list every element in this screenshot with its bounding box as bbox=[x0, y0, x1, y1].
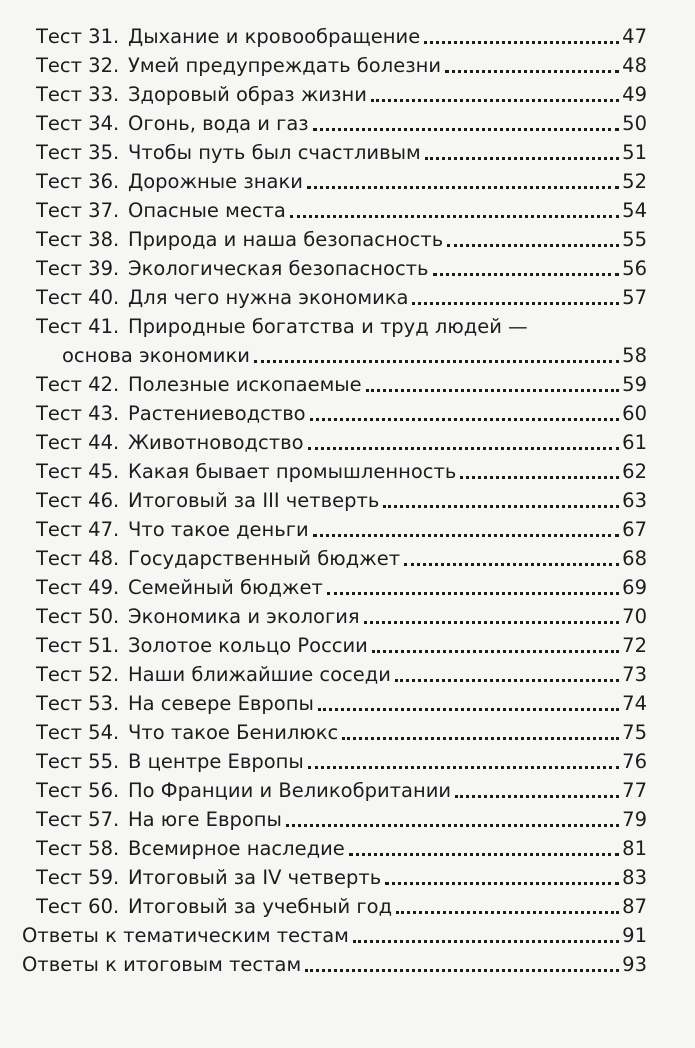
toc-entry-page: 63 bbox=[622, 489, 647, 512]
toc-entry-page: 59 bbox=[622, 373, 647, 396]
toc-entry-label: Тест 32. bbox=[36, 54, 120, 77]
toc-entry-test-52 bbox=[22, 660, 647, 689]
dot-leader bbox=[455, 795, 619, 798]
toc-entry-title: Всемирное наследие bbox=[128, 837, 345, 860]
toc-entry-test-60 bbox=[22, 892, 647, 921]
toc-entry-label: Тест 47. bbox=[36, 518, 120, 541]
toc-entry-title: Экономика и экология bbox=[128, 605, 360, 628]
dot-leader bbox=[372, 650, 619, 653]
toc-entry-page: 83 bbox=[622, 866, 647, 889]
toc-entry-label: Тест 59. bbox=[36, 866, 120, 889]
dot-leader bbox=[310, 418, 620, 421]
toc-entry-title: В центре Европы bbox=[128, 750, 304, 773]
dot-leader bbox=[395, 679, 619, 682]
toc-entry-page: 70 bbox=[622, 605, 647, 628]
toc-entry-title: Итоговый за III четверть bbox=[128, 489, 380, 512]
toc-entry-title: На севере Европы bbox=[128, 692, 314, 715]
toc-entry-title: Ответы к итоговым тестам bbox=[22, 953, 302, 976]
toc-entry-page: 47 bbox=[622, 25, 647, 48]
dot-leader bbox=[445, 70, 619, 73]
toc-entry-page: 49 bbox=[622, 83, 647, 106]
toc-entry-label: Тест 44. bbox=[36, 431, 120, 454]
toc-entry-label: Тест 60. bbox=[36, 895, 120, 918]
dot-leader bbox=[342, 737, 619, 740]
dot-leader bbox=[308, 766, 619, 769]
toc-entry-title: Итоговый за IV четверть bbox=[128, 866, 382, 889]
toc-entry-test-48 bbox=[22, 544, 647, 573]
toc-entry-page: 87 bbox=[622, 895, 647, 918]
toc-entry-page: 52 bbox=[622, 170, 647, 193]
toc-entry-label: Тест 56. bbox=[36, 779, 120, 802]
dot-leader bbox=[385, 882, 619, 885]
toc-entry-label: Тест 52. bbox=[36, 663, 120, 686]
dot-leader bbox=[424, 41, 619, 44]
toc-entry-test-38 bbox=[22, 225, 647, 254]
toc-entry-page: 68 bbox=[622, 547, 647, 570]
toc-entry-title: Чтобы путь был счастливым bbox=[128, 141, 421, 164]
toc-entry-title: Какая бывает промышленность bbox=[128, 460, 457, 483]
dot-leader bbox=[313, 534, 619, 537]
toc-entry-title: Умей предупреждать болезни bbox=[128, 54, 441, 77]
toc-entry-test-59 bbox=[22, 863, 647, 892]
toc-entry-page: 57 bbox=[622, 286, 647, 309]
dot-leader bbox=[349, 853, 619, 856]
dot-leader bbox=[308, 447, 620, 450]
toc-entry-test-34 bbox=[22, 109, 647, 138]
dot-leader bbox=[366, 389, 620, 392]
toc-entry-title: Опасные места bbox=[128, 199, 286, 222]
toc-entry-title-continuation: основа экономики bbox=[62, 344, 250, 367]
dot-leader bbox=[318, 708, 619, 711]
toc-entry-label: Тест 46. bbox=[36, 489, 120, 512]
toc-entry-title: Дыхание и кровообращение bbox=[128, 25, 421, 48]
toc-entry-test-54 bbox=[22, 718, 647, 747]
toc-entry-label: Тест 38. bbox=[36, 228, 120, 251]
dot-leader bbox=[313, 128, 620, 131]
toc-entry-label: Тест 42. bbox=[36, 373, 120, 396]
toc-entry-title: Полезные ископаемые bbox=[128, 373, 362, 396]
toc-entry-page: 74 bbox=[622, 692, 647, 715]
toc-entry-title: Государственный бюджет bbox=[128, 547, 401, 570]
toc-entry-test-56 bbox=[22, 776, 647, 805]
toc-entry-title: Экологическая безопасность bbox=[128, 257, 429, 280]
dot-leader bbox=[447, 244, 619, 247]
toc-entry-test-39 bbox=[22, 254, 647, 283]
toc-entry-page: 79 bbox=[622, 808, 647, 831]
toc-entry-test-33 bbox=[22, 80, 647, 109]
toc-entry-title: Природные богатства и труд людей — bbox=[128, 315, 528, 338]
toc-entry-label: Тест 35. bbox=[36, 141, 120, 164]
toc-entry-test-57 bbox=[22, 805, 647, 834]
toc-entry-title: Дорожные знаки bbox=[128, 170, 303, 193]
toc-entry-page: 50 bbox=[622, 112, 647, 135]
toc-entry-page: 72 bbox=[622, 634, 647, 657]
toc-entry-label: Тест 37. bbox=[36, 199, 120, 222]
toc-entry-test-47 bbox=[22, 515, 647, 544]
toc-entry-page: 67 bbox=[622, 518, 647, 541]
toc-entry-test-31 bbox=[22, 22, 647, 51]
toc-entry-label: Тест 33. bbox=[36, 83, 120, 106]
toc-entry-test-42 bbox=[22, 370, 647, 399]
dot-leader bbox=[353, 940, 619, 943]
toc-entry-title: Золотое кольцо России bbox=[128, 634, 368, 657]
toc-entry-page: 73 bbox=[622, 663, 647, 686]
toc-entry-label: Тест 39. bbox=[36, 257, 120, 280]
toc-entry-page: 81 bbox=[622, 837, 647, 860]
toc-entry-first-line bbox=[22, 312, 647, 341]
toc-entry-label: Тест 51. bbox=[36, 634, 120, 657]
toc-entry-page: 91 bbox=[622, 924, 647, 947]
toc-entry-test-50 bbox=[22, 602, 647, 631]
table-of-contents bbox=[22, 22, 647, 979]
toc-entry-test-46 bbox=[22, 486, 647, 515]
dot-leader bbox=[286, 824, 619, 827]
toc-entry-page: 54 bbox=[622, 199, 647, 222]
toc-entry-title: Ответы к тематическим тестам bbox=[22, 924, 349, 947]
toc-entry-label: Тест 50. bbox=[36, 605, 120, 628]
toc-entry-title: Здоровый образ жизни bbox=[128, 83, 367, 106]
toc-entry-page: 60 bbox=[622, 402, 647, 425]
toc-entry-label: Тест 58. bbox=[36, 837, 120, 860]
dot-leader bbox=[383, 505, 619, 508]
toc-entry-page: 56 bbox=[622, 257, 647, 280]
toc-entry-answers-thematic bbox=[22, 921, 647, 950]
toc-entry-title: Что такое деньги bbox=[128, 518, 309, 541]
dot-leader bbox=[290, 215, 619, 218]
toc-entry-title: Природа и наша безопасность bbox=[128, 228, 444, 251]
dot-leader bbox=[371, 99, 619, 102]
toc-entry-label: Тест 49. bbox=[36, 576, 120, 599]
dot-leader bbox=[327, 592, 619, 595]
toc-entry-test-45 bbox=[22, 457, 647, 486]
dot-leader bbox=[425, 157, 619, 160]
toc-entry-test-53 bbox=[22, 689, 647, 718]
toc-entry-page: 62 bbox=[622, 460, 647, 483]
toc-entry-page: 48 bbox=[622, 54, 647, 77]
toc-entry-test-49 bbox=[22, 573, 647, 602]
toc-entry-label: Тест 36. bbox=[36, 170, 120, 193]
dot-leader bbox=[307, 186, 619, 189]
toc-entry-test-51 bbox=[22, 631, 647, 660]
toc-entry-page: 77 bbox=[622, 779, 647, 802]
toc-entry-page: 51 bbox=[622, 141, 647, 164]
toc-entry-label: Тест 41. bbox=[36, 315, 120, 338]
toc-entry-label: Тест 57. bbox=[36, 808, 120, 831]
dot-leader bbox=[412, 302, 619, 305]
toc-entry-title: Для чего нужна экономика bbox=[128, 286, 409, 309]
toc-entry-answers-final bbox=[22, 950, 647, 979]
toc-entry-label: Тест 43. bbox=[36, 402, 120, 425]
toc-entry-page: 58 bbox=[622, 344, 647, 367]
toc-entry-title: Наши ближайшие соседи bbox=[128, 663, 391, 686]
toc-entry-test-55 bbox=[22, 747, 647, 776]
toc-entry-page: 61 bbox=[622, 431, 647, 454]
toc-entry-title: Что такое Бенилюкс bbox=[128, 721, 339, 744]
toc-entry-label: Тест 40. bbox=[36, 286, 120, 309]
toc-entry-title: Семейный бюджет bbox=[128, 576, 323, 599]
toc-entry-test-37 bbox=[22, 196, 647, 225]
toc-entry-test-41 bbox=[22, 312, 647, 370]
toc-entry-page: 69 bbox=[622, 576, 647, 599]
toc-entry-test-58 bbox=[22, 834, 647, 863]
toc-entry-title: Растениеводство bbox=[128, 402, 306, 425]
toc-entry-title: По Франции и Великобритании bbox=[128, 779, 452, 802]
toc-entry-title: Итоговый за учебный год bbox=[128, 895, 393, 918]
toc-entry-page: 76 bbox=[622, 750, 647, 773]
toc-entry-label: Тест 54. bbox=[36, 721, 120, 744]
toc-entry-test-44 bbox=[22, 428, 647, 457]
toc-entry-label: Тест 31. bbox=[36, 25, 120, 48]
toc-entry-second-line bbox=[22, 341, 647, 370]
toc-entry-label: Тест 34. bbox=[36, 112, 120, 135]
toc-entry-test-40 bbox=[22, 283, 647, 312]
dot-leader bbox=[364, 621, 620, 624]
dot-leader bbox=[254, 360, 619, 363]
toc-entry-label: Тест 48. bbox=[36, 547, 120, 570]
toc-entry-test-35 bbox=[22, 138, 647, 167]
toc-entry-test-32 bbox=[22, 51, 647, 80]
dot-leader bbox=[396, 911, 619, 914]
dot-leader bbox=[433, 273, 620, 276]
toc-entry-label: Тест 45. bbox=[36, 460, 120, 483]
toc-entry-title: На юге Европы bbox=[128, 808, 282, 831]
toc-entry-title: Животноводство bbox=[128, 431, 304, 454]
toc-entry-page: 55 bbox=[622, 228, 647, 251]
dot-leader bbox=[460, 476, 619, 479]
toc-entry-page: 93 bbox=[622, 953, 647, 976]
toc-entry-page: 75 bbox=[622, 721, 647, 744]
toc-entry-test-43 bbox=[22, 399, 647, 428]
dot-leader bbox=[404, 563, 619, 566]
dot-leader bbox=[305, 969, 619, 972]
toc-entry-title: Огонь, вода и газ bbox=[128, 112, 309, 135]
toc-entry-test-36 bbox=[22, 167, 647, 196]
toc-entry-label: Тест 55. bbox=[36, 750, 120, 773]
toc-entry-label: Тест 53. bbox=[36, 692, 120, 715]
